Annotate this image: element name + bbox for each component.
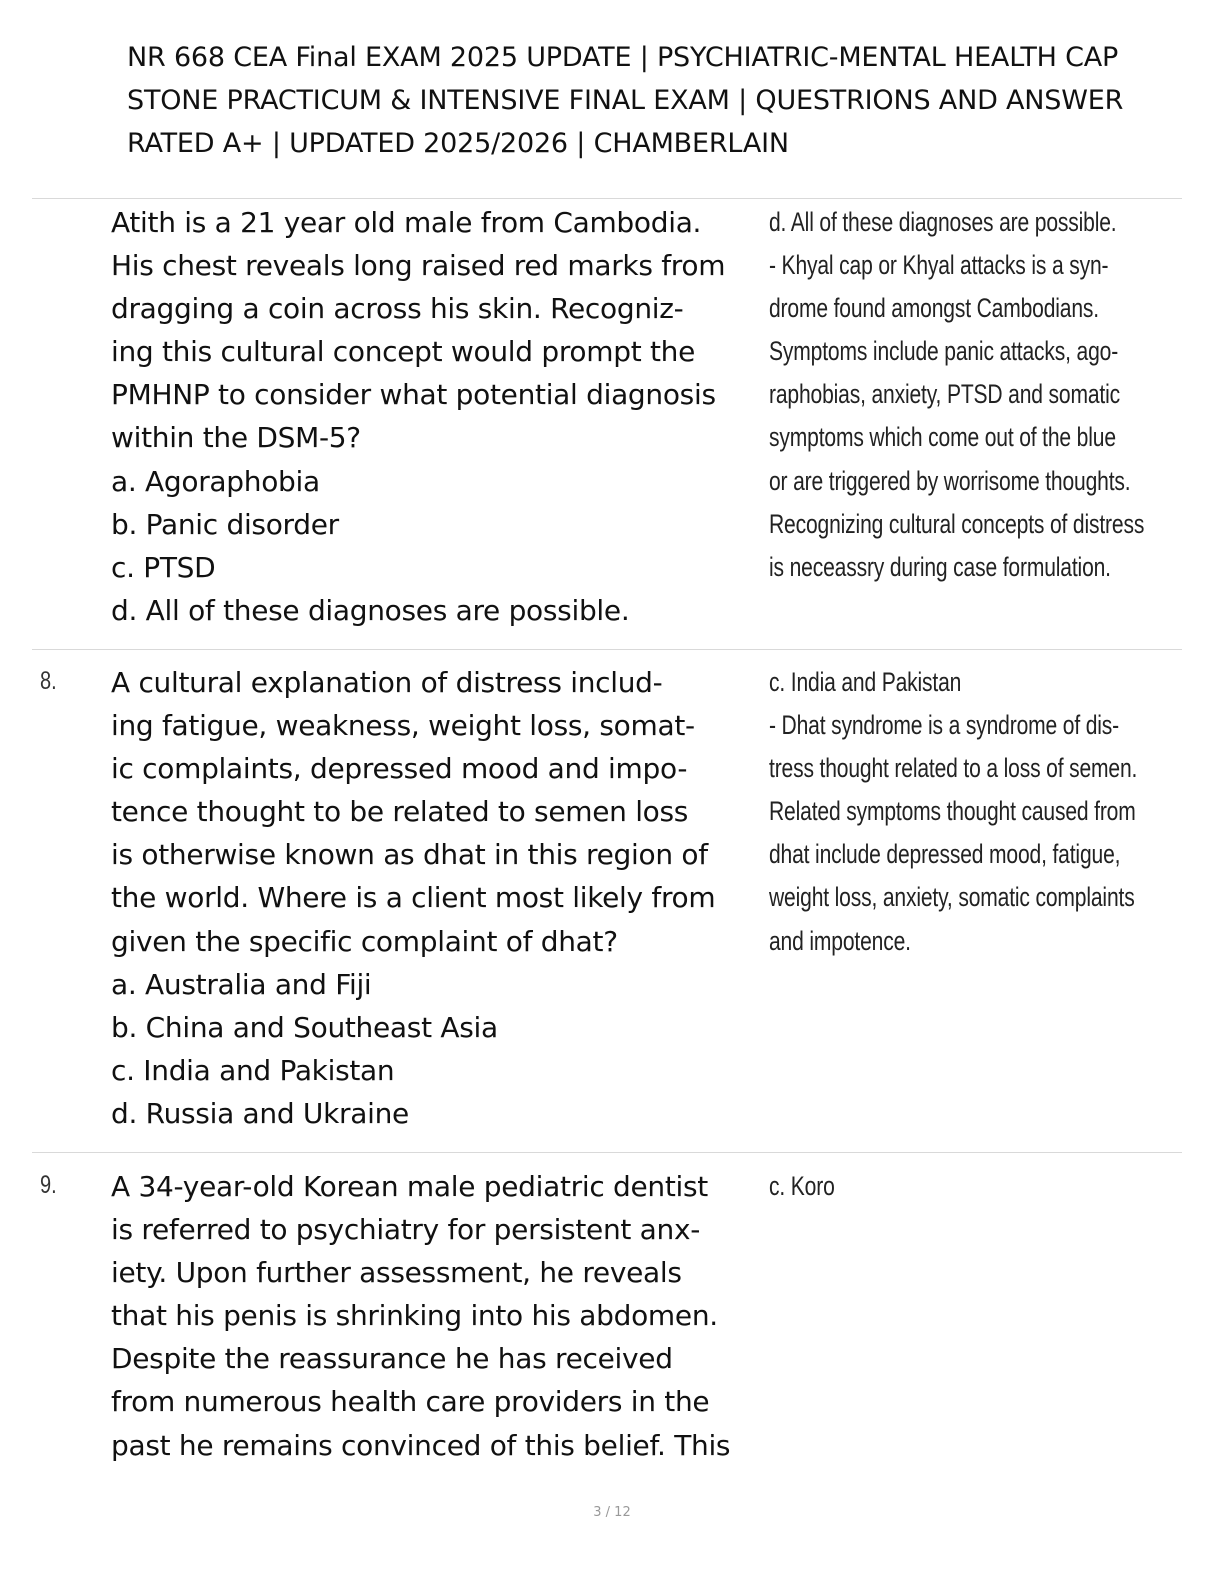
answer-line: or are triggered by worrisome thoughts. xyxy=(769,465,1131,496)
question-line: Atith is a 21 year old male from Cambodia. xyxy=(111,206,702,239)
question-line: PMHNP to consider what potential diagnosis xyxy=(111,378,716,412)
answer-line: - Dhat syndrome is a syndrome of dis- xyxy=(769,710,1120,741)
question-line: is otherwise known as dhat in this region of xyxy=(111,838,708,872)
question-line: ing this cultural concept would prompt the xyxy=(111,335,696,369)
answer-line: dhat include depressed mood, fatigue, xyxy=(769,839,1121,870)
question-line: ic complaints, depressed mood and impo- xyxy=(111,752,688,786)
page-indicator: 3 / 12 xyxy=(593,1505,631,1520)
question-line: past he remains convinced of this belief. This xyxy=(111,1428,731,1462)
answer-text-continued xyxy=(769,201,1189,589)
answer-line: weight loss, anxiety, somatic complaints xyxy=(769,882,1135,913)
answer-line: c. India and Pakistan xyxy=(769,667,962,697)
title-line-3: RATED A+ | UPDATED 2025/2026 | CHAMBERLAIN xyxy=(127,128,789,159)
answer-line: and impotence. xyxy=(769,925,911,956)
question-line: ing fatigue, weakness, weight loss, somat- xyxy=(111,709,695,743)
question-line: dragging a coin across his skin. Recogniz- xyxy=(111,292,684,326)
option-a: a. Agoraphobia xyxy=(111,464,320,498)
answer-line: tress thought related to a loss of semen. xyxy=(769,753,1138,784)
answer-line: symptoms which come out of the blue xyxy=(769,422,1116,453)
question-number-9: 9. xyxy=(40,1171,57,1199)
option-c: c. PTSD xyxy=(111,550,216,584)
answer-line: Recognizing cultural concepts of distress xyxy=(769,508,1145,539)
answer-line: Related symptoms thought caused from xyxy=(769,796,1136,827)
question-line: given the specific complaint of dhat? xyxy=(111,924,618,958)
question-line: within the DSM-5? xyxy=(111,421,361,455)
option-d: d. All of these diagnoses are possible. xyxy=(111,593,630,627)
question-line: His chest reveals long raised red marks from xyxy=(111,249,726,283)
question-line: iety. Upon further assessment, he reveals xyxy=(111,1256,682,1290)
title-line-1: NR 668 CEA Final EXAM 2025 UPDATE | PSYCHIATRIC-MENTAL HEALTH CAP xyxy=(127,42,1119,73)
question-number-8: 8. xyxy=(40,667,57,695)
question-text-continued xyxy=(111,201,761,632)
answer-line: - Khyal cap or Khyal attacks is a syn- xyxy=(769,250,1109,281)
question-line: that his penis is shrinking into his abdomen. xyxy=(111,1299,718,1333)
option-a: a. Australia and Fiji xyxy=(111,967,372,1001)
answer-line: Symptoms include panic attacks, ago- xyxy=(769,336,1119,367)
title-line-2: STONE PRACTICUM & INTENSIVE FINAL EXAM | QUESTRIONS AND ANSWER xyxy=(127,85,1124,116)
answer-text-8 xyxy=(769,661,1189,963)
question-text-9 xyxy=(111,1165,761,1467)
answer-line: raphobias, anxiety, PTSD and somatic xyxy=(769,379,1121,410)
answer-line: is neceassry during case formulation. xyxy=(769,551,1111,582)
question-line: is referred to psychiatry for persistent anx- xyxy=(111,1213,701,1247)
option-c: c. India and Pakistan xyxy=(111,1053,395,1087)
question-line: from numerous health care providers in the xyxy=(111,1385,710,1419)
question-line: A 34-year-old Korean male pediatric dentist xyxy=(111,1170,708,1203)
option-b: b. China and Southeast Asia xyxy=(111,1010,498,1044)
question-line: Despite the reassurance he has received xyxy=(111,1342,673,1376)
divider xyxy=(32,1152,1182,1153)
answer-line: drome found amongst Cambodians. xyxy=(769,293,1099,324)
option-d: d. Russia and Ukraine xyxy=(111,1096,409,1130)
answer-line: d. All of these diagnoses are possible. xyxy=(769,207,1117,237)
divider xyxy=(32,198,1182,199)
option-b: b. Panic disorder xyxy=(111,507,339,541)
question-line: A cultural explanation of distress includ- xyxy=(111,666,663,699)
document-title xyxy=(127,36,1224,165)
question-line: tence thought to be related to semen loss xyxy=(111,795,689,829)
question-text-8 xyxy=(111,661,761,1135)
divider xyxy=(32,649,1182,650)
answer-line: c. Koro xyxy=(769,1171,835,1201)
question-line: the world. Where is a client most likely from xyxy=(111,881,716,915)
answer-text-9 xyxy=(769,1165,1189,1208)
